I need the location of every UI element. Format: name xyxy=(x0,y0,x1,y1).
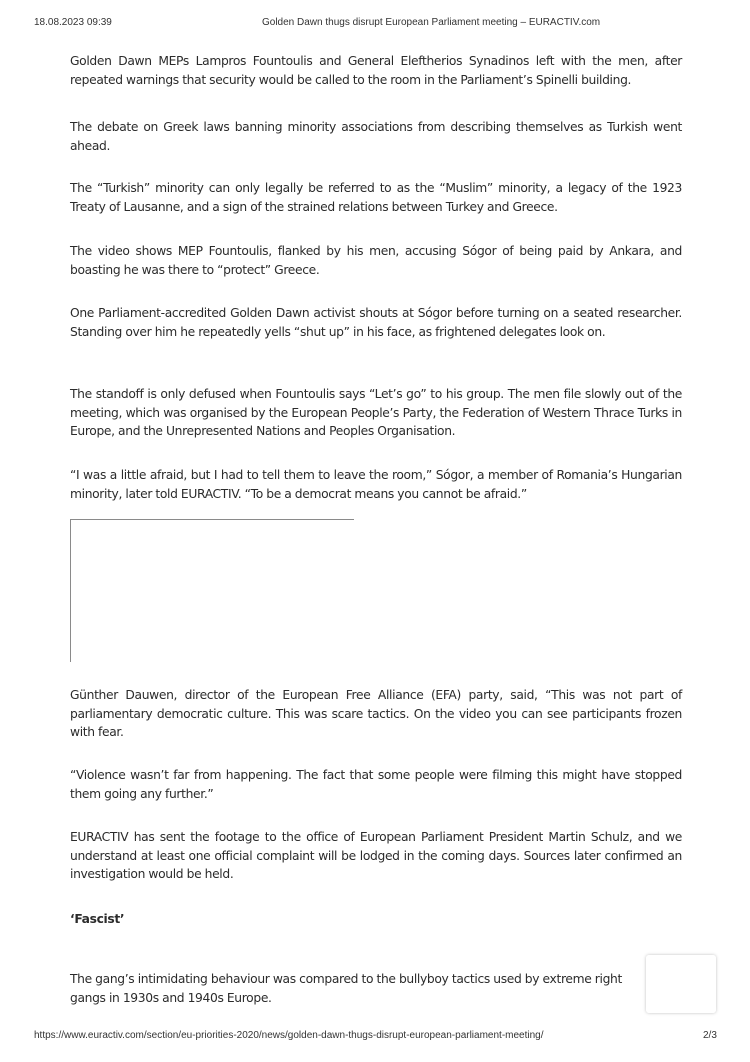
article-paragraph: The gang’s intimidating behaviour was compared to the bullyboy tactics used by extreme right gangs in 1930s and 1940s Europe. xyxy=(70,972,622,1005)
article-paragraph: The debate on Greek laws banning minority associations from describing themselves as Turkish went ahead. xyxy=(70,120,682,153)
article-paragraph: “I was a little afraid, but I had to tell them to leave the room,” Sógor, a member of Romania’s Hungarian minority, later told EURACTIV. “To be a democrat means you cannot be afraid.” xyxy=(70,468,682,501)
article-paragraph: The video shows MEP Fountoulis, flanked by his men, accusing Sógor of being paid by Ankara, and boasting he was there to “protect” Greece. xyxy=(70,244,682,277)
embedded-video-frame[interactable] xyxy=(70,519,354,662)
print-page-title: Golden Dawn thugs disrupt European Parliament meeting – EURACTIV.com xyxy=(262,17,601,28)
print-header xyxy=(0,17,750,31)
section-subheading: ‘Fascist’ xyxy=(70,912,125,926)
article-paragraph: The standoff is only defused when Fountoulis says “Let’s go” to his group. The men file slowly out of the meeting, which was organised by the European People’s Party, the Federation of Western Thrace Turks in Europe, and the Unrepresented Nations and Peoples Organisation. xyxy=(70,387,682,438)
print-datetime: 18.08.2023 09:39 xyxy=(34,17,112,28)
print-url: https://www.euractiv.com/section/eu-priorities-2020/news/golden-dawn-thugs-disrupt-european-parliament-meeting/ xyxy=(34,1030,544,1041)
article-paragraph: Golden Dawn MEPs Lampros Fountoulis and General Eleftherios Synadinos left with the men, after repeated warnings that security would be called to the room in the Parliament’s Spinelli building. xyxy=(70,54,682,87)
page-number: 2/3 xyxy=(703,1030,717,1041)
article-paragraph: The “Turkish” minority can only legally be referred to as the “Muslim” minority, a legacy of the 1923 Treaty of Lausanne, and a sign of the strained relations between Turkey and Greece. xyxy=(70,181,682,214)
recaptcha-badge[interactable] xyxy=(646,955,716,1013)
article-paragraph: Günther Dauwen, director of the European Free Alliance (EFA) party, said, “This was not part of parliamentary democratic culture. This was scare tactics. On the video you can see participants frozen with fear. xyxy=(70,688,682,739)
article-paragraph: EURACTIV has sent the footage to the office of European Parliament President Martin Schulz, and we understand at least one official complaint will be lodged in the coming days. Sources later confirmed an investigation would be held. xyxy=(70,830,682,881)
article-paragraph: One Parliament-accredited Golden Dawn activist shouts at Sógor before turning on a seated researcher. Standing over him he repeatedly yells “shut up” in his face, as frightened delegates look on. xyxy=(70,306,682,339)
print-footer xyxy=(0,1030,750,1044)
article-paragraph: “Violence wasn’t far from happening. The fact that some people were filming this might have stopped them going any further.” xyxy=(70,768,682,801)
